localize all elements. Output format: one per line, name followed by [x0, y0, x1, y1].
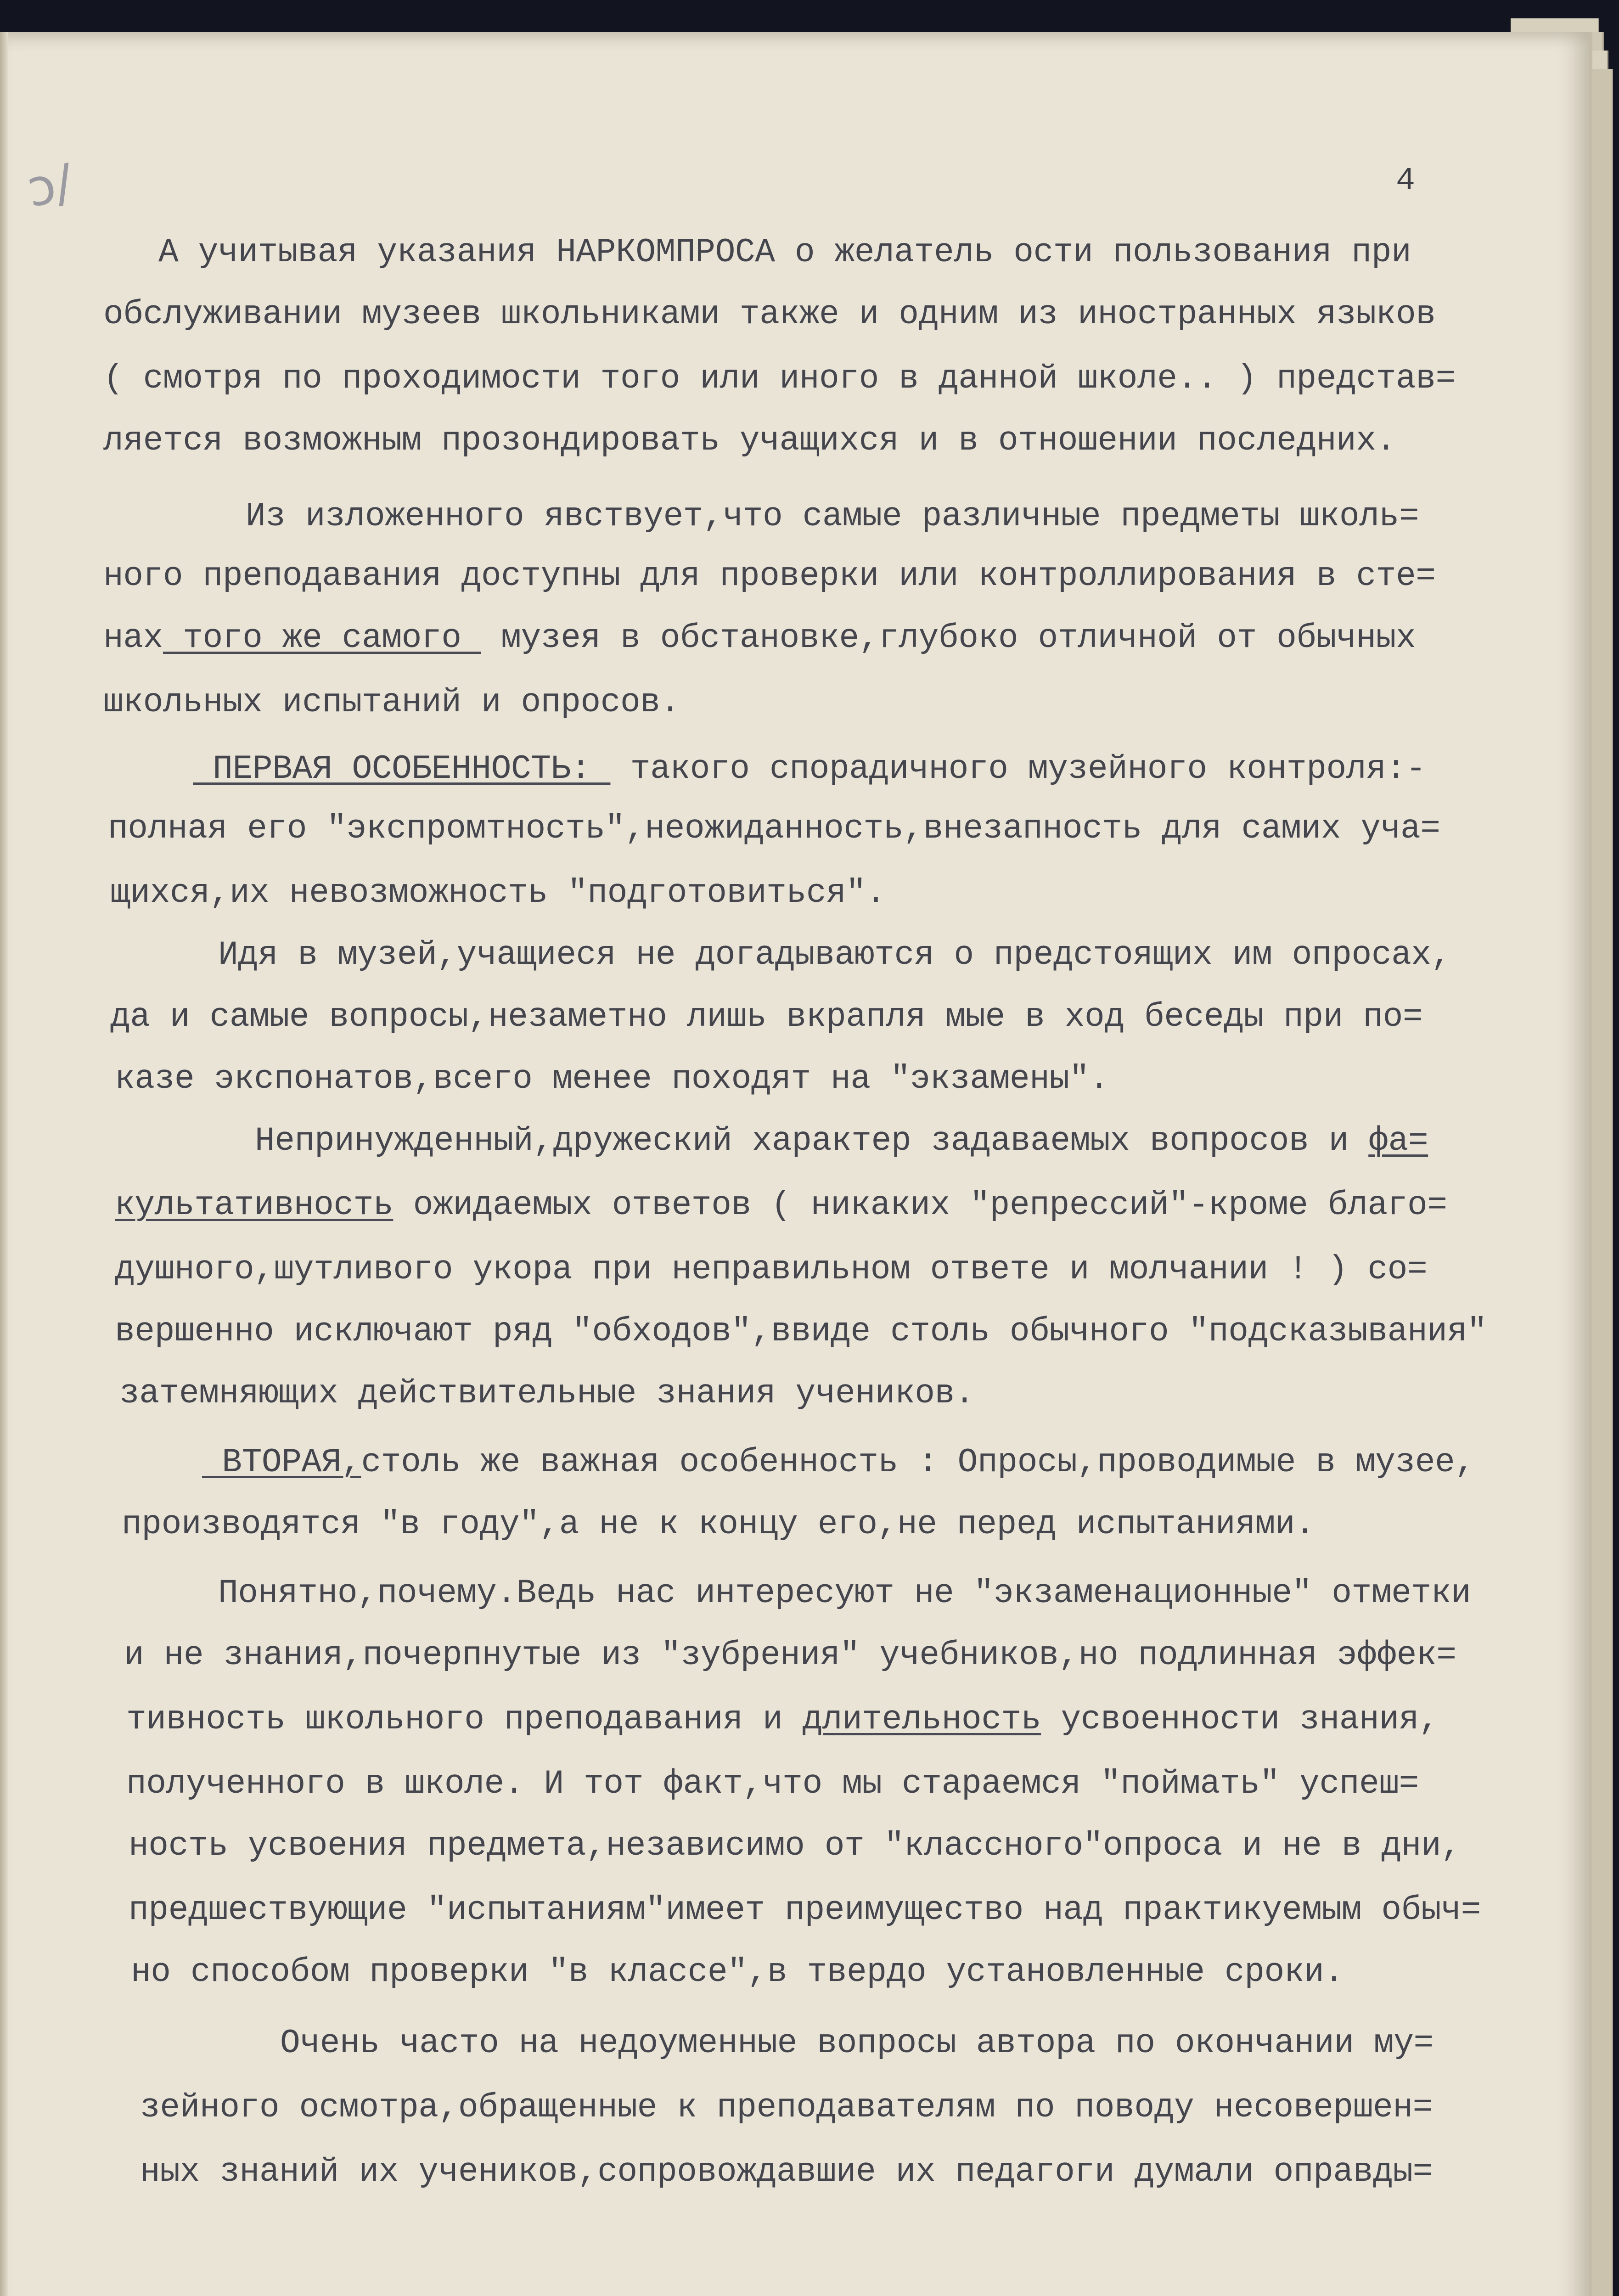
text-line: обслуживании музеев школьниками также и одним из иностранных языков: [103, 295, 1436, 333]
text-line: Непринужденный,дружеский характер задаваемых вопросов и фа=: [255, 1122, 1428, 1160]
text-line: Понятно,почему.Ведь нас интересуют не "экзаменационные" отметки: [218, 1574, 1471, 1612]
text-line: ВТОРАЯ,столь же важная особенность : Опросы,проводимые в музее,: [202, 1443, 1475, 1481]
text-line: ного преподавания доступны для проверки или контроллирования в сте=: [103, 557, 1436, 595]
text-line: затемняющих действительные знания учеников.: [119, 1374, 975, 1412]
text-line: душного,шутливого укора при неправильном ответе и молчании ! ) со=: [115, 1250, 1428, 1289]
text-line: Очень часто на недоуменные вопросы автора по окончании му=: [280, 2024, 1433, 2062]
text-line: зейного осмотра,обращенные к преподавателям по поводу несовершен=: [140, 2088, 1433, 2127]
text-line: производятся "в году",а не к концу его,не перед испытаниями.: [122, 1505, 1315, 1543]
text-line: казе экспонатов,всего менее походят на "экзамены".: [115, 1060, 1109, 1098]
text-line: полная его "экспромтность",неожиданность,внезапность для самих уча=: [108, 810, 1440, 848]
text-line: тивность школьного преподавания и длительность усвоенности знания,: [126, 1700, 1439, 1739]
text-line: предшествующие "испытаниям"имеет преимущество над практикуемым обыч=: [129, 1891, 1481, 1929]
text-line: Из изложенного явствует,что самые различные предметы школь=: [246, 497, 1419, 535]
text-line: школьных испытаний и опросов.: [103, 683, 680, 721]
text-line: ПЕРВАЯ ОСОБЕННОСТЬ: такого спорадичного музейного контроля:-: [193, 750, 1426, 788]
text-line: А учитывая указания НАРКОМПРОСА о желатель ости пользования при: [158, 233, 1411, 271]
text-line: и не знания,почерпнутые из "зубрения" учебников,но подлинная эффек=: [124, 1636, 1456, 1674]
text-line: культативность ожидаемых ответов ( никаких "репрессий"-кроме благо=: [115, 1186, 1447, 1224]
text-line: ляется возможным прозондировать учащихся и в отношении последних.: [103, 422, 1396, 460]
text-line: ( смотря по проходимости того или иного в данной школе.. ) представ=: [103, 360, 1456, 398]
text-line: ных знаний их учеников,сопровождавшие их педагоги думали оправды=: [140, 2153, 1433, 2191]
binding-gutter: [0, 32, 8, 2296]
text-line: вершенно исключают ряд "обходов",ввиде столь обычного "подсказывания": [115, 1312, 1487, 1351]
text-line: но способом проверки "в классе",в твердо установленные сроки.: [131, 1953, 1344, 1991]
text-line: да и самые вопросы,незаметно лишь вкрапля мые в ход беседы при по=: [110, 998, 1423, 1036]
text-line: ность усвоения предмета,независимо от "классного"опроса и не в дни,: [129, 1827, 1461, 1865]
page-number: 4: [1396, 163, 1416, 199]
handwritten-corner-mark: ↄ/: [22, 152, 77, 219]
text-line: Идя в музей,учащиеся не догадываются о предстоящих им опросах,: [218, 936, 1451, 974]
text-line: полученного в школе. И тот факт,что мы стараемся "поймать" успеш=: [126, 1765, 1419, 1803]
text-line: щихся,их невозможность "подготовиться".: [110, 874, 886, 912]
text-line: нах того же самого музея в обстановке,глубоко отличной от обычных: [103, 619, 1416, 657]
